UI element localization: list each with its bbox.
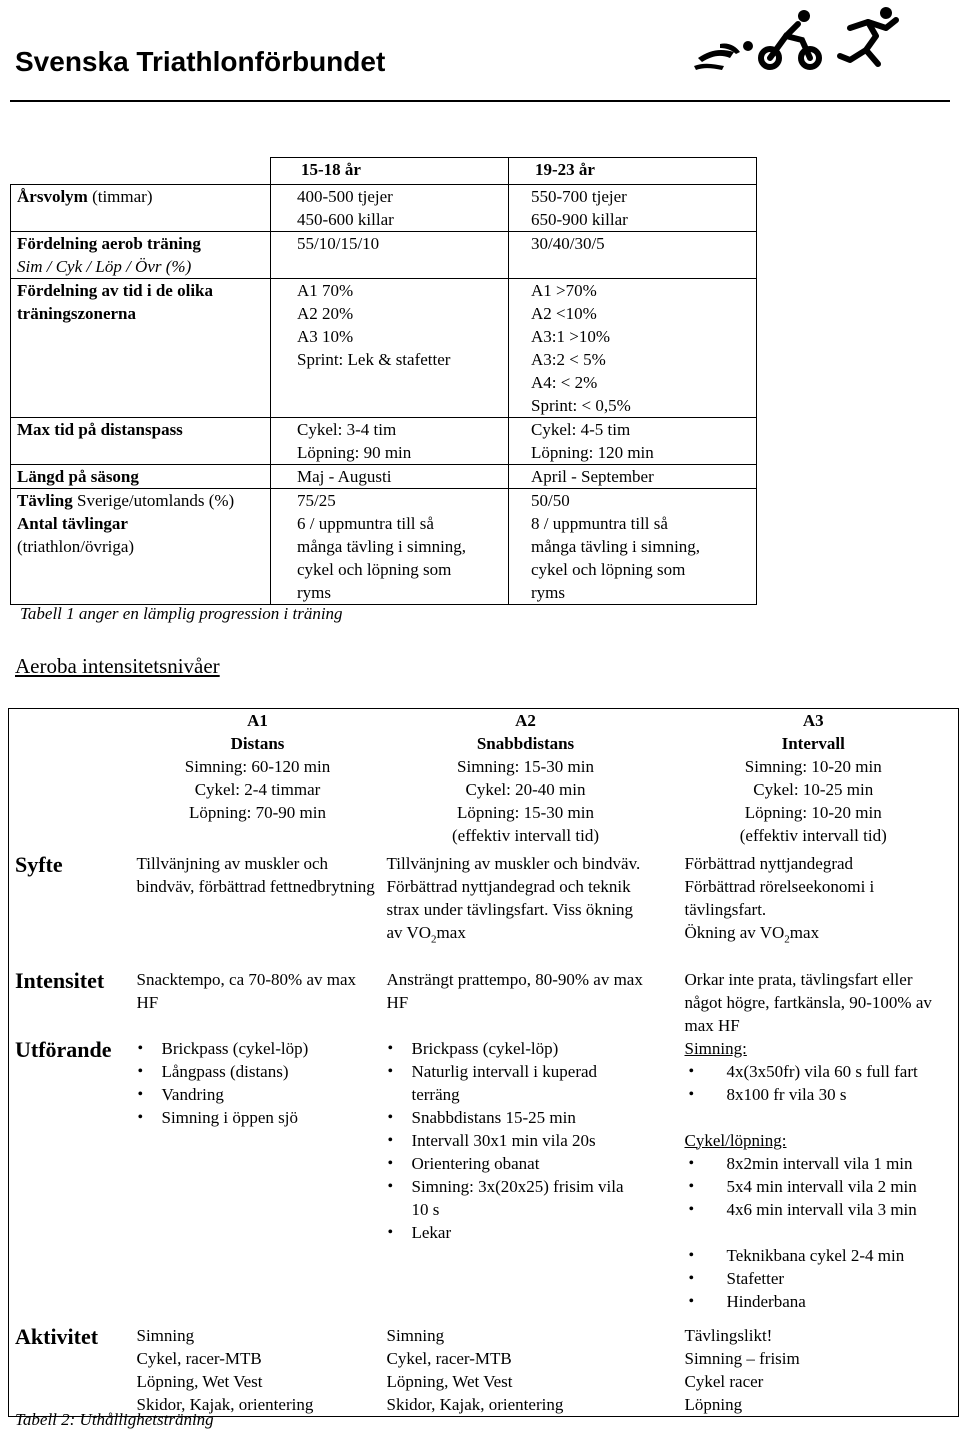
swimmer-icon	[694, 41, 753, 70]
cell-fordelning-aerob-15-18: 55/10/15/10	[271, 232, 509, 279]
cell-traningszoner-19-23: A1 >70% A2 <10% A3:1 >10% A3:2 < 5% A4: < 2% Sprint: < 0,5%	[509, 279, 757, 418]
syfte-a2: Tillvänjning av muskler och bindväv. Förbättrad nyttjandegrad och teknik strax under tävlingsfart. Viss ökning av $VO_2\max$	[386, 853, 641, 945]
list-item: • Orientering obanat	[387, 1152, 629, 1175]
list-item: • Hinderbana	[685, 1290, 959, 1313]
aktivitet-a3: Tävlingslikt! Simning – frisim Cykel racer Löpning	[684, 1325, 800, 1414]
column-a2: A2 Snabbdistans Simning: 15-30 min Cykel: 20-40 min Löpning: 15-30 min (effektiv intervall tid)	[452, 711, 599, 845]
row-label-syfte: Syfte	[15, 851, 63, 877]
cell-tavling-19-23: 50/50 8 / uppmuntra till så många tävling i simning, cykel och löpning som ryms	[509, 489, 757, 605]
progression-table	[10, 157, 758, 605]
aktivitet-a2: Simning Cykel, racer-MTB Löpning, Wet Vest Skidor, Kajak, orientering	[386, 1325, 564, 1414]
intensity-table	[8, 708, 959, 1417]
cyclist-icon	[761, 24, 819, 67]
row-label-traningszoner: Fördelning av tid i de olika träningszonerna	[11, 279, 271, 418]
utforande-a1-list	[137, 1037, 383, 1129]
cell-max-tid-19-23: Cykel: 4-5 tim Löpning: 120 min	[509, 418, 757, 465]
triathlon-logo	[690, 6, 905, 74]
utforande-a3	[669, 1037, 959, 1324]
row-label-aktivitet: Aktivitet	[15, 1323, 99, 1349]
list-item: • 4x(3x50fr) vila 60 s full fart	[685, 1060, 959, 1083]
syfte-a3: Förbättrad nyttjandegrad Förbättrad rörelseekonomi i tävlingsfart. Ökning av $VO_2\max$	[684, 853, 875, 945]
utforande-a1	[133, 1037, 383, 1324]
a3-cykel-lopning-heading: Cykel/löpning:	[684, 1130, 787, 1150]
intensitet-a1: Snacktempo, ca 70-80% av max HF	[136, 969, 357, 1012]
list-item: • Simning: 3x(20x25) frisim vila 10 s	[387, 1175, 629, 1221]
cell-arsvolym-19-23: 550-700 tjejer 650-900 killar	[509, 185, 757, 232]
header-19-23: 19-23 år	[509, 158, 757, 185]
cell-sasong-15-18: Maj - Augusti	[271, 465, 509, 489]
table2-caption: Tabell 2: Uthållighetsträning	[15, 1410, 214, 1429]
cyclist-head	[798, 10, 810, 22]
header-15-18: 15-18 år	[271, 158, 509, 185]
column-a1: A1 Distans Simning: 60-120 min Cykel: 2-4 timmar Löpning: 70-90 min	[184, 711, 331, 822]
runner-icon	[840, 20, 896, 64]
section-title: Aeroba intensitetsnivåer	[15, 654, 220, 678]
row-label-arsvolym: Årsvolym (timmar)	[11, 185, 271, 232]
a3-cykel-lopning-list	[685, 1152, 959, 1221]
table1-caption: Tabell 1 anger en lämplig progression i träning	[20, 604, 343, 623]
a3-simning-heading: Simning:	[684, 1038, 747, 1058]
list-item: • Naturlig intervall i kuperad terräng	[387, 1060, 629, 1106]
cell-tavling-15-18: 75/25 6 / uppmuntra till så många tävling i simning, cykel och löpning som ryms	[271, 489, 509, 605]
a3-simning-list	[685, 1060, 959, 1106]
cell-fordelning-aerob-19-23: 30/40/30/5	[509, 232, 757, 279]
intensitet-a2: Ansträngt prattempo, 80-90% av max HF	[386, 969, 643, 1012]
row-label-sasong: Längd på säsong	[11, 465, 271, 489]
cell-sasong-19-23: April - September	[509, 465, 757, 489]
aktivitet-a1: Simning Cykel, racer-MTB Löpning, Wet Vest Skidor, Kajak, orientering	[136, 1325, 314, 1414]
list-item: • Brickpass (cykel-löp)	[387, 1037, 629, 1060]
list-item: • 8x100 fr vila 30 s	[685, 1083, 959, 1106]
row-label-utforande: Utförande	[15, 1036, 112, 1062]
utforande-a2-list	[387, 1037, 629, 1244]
cell-traningszoner-15-18: A1 70% A2 20% A3 10% Sprint: Lek & stafetter	[271, 279, 509, 418]
header-rule	[10, 100, 950, 102]
list-item: • Lekar	[387, 1221, 629, 1244]
row-label-fordelning-aerob: Fördelning aerob träning Sim / Cyk / Löp / Övr (%)	[11, 232, 271, 279]
cell-arsvolym-15-18: 400-500 tjejer 450-600 killar	[271, 185, 509, 232]
list-item: • Stafetter	[685, 1267, 959, 1290]
list-item: • 8x2min intervall vila 1 min	[685, 1152, 959, 1175]
a3-ovrigt-list	[685, 1244, 959, 1313]
list-item: • Snabbdistans 15-25 min	[387, 1106, 629, 1129]
table1-corner	[11, 158, 271, 185]
intensitet-a3: Orkar inte prata, tävlingsfart eller något högre, fartkänsla, 90-100% av max HF	[684, 969, 932, 1035]
list-item: • Brickpass (cykel-löp)	[137, 1037, 383, 1060]
list-item: • Långpass (distans)	[137, 1060, 383, 1083]
list-item: • 5x4 min intervall vila 2 min	[685, 1175, 959, 1198]
list-item: • Teknikbana cykel 2-4 min	[685, 1244, 959, 1267]
utforande-a2	[383, 1037, 669, 1324]
list-item: • Intervall 30x1 min vila 20s	[387, 1129, 629, 1152]
table2-corner	[9, 709, 133, 852]
column-a3: A3 Intervall Simning: 10-20 min Cykel: 10-25 min Löpning: 10-20 min (effektiv intervall tid)	[739, 711, 887, 845]
row-label-tavling: Tävling Sverige/utomlands (%) Antal tävlingar (triathlon/övriga)	[11, 489, 271, 605]
document-title: Svenska Triathlonförbundet	[15, 46, 386, 77]
runner-head	[880, 7, 892, 19]
list-item: • Simning i öppen sjö	[137, 1106, 383, 1129]
list-item: • Vandring	[137, 1083, 383, 1106]
list-item: • 4x6 min intervall vila 3 min	[685, 1198, 959, 1221]
row-label-intensitet: Intensitet	[15, 967, 105, 993]
row-label-max-tid: Max tid på distanspass	[11, 418, 271, 465]
syfte-a1: Tillvänjning av muskler och bindväv, förbättrad fettnedbrytning	[136, 853, 375, 896]
cell-max-tid-15-18: Cykel: 3-4 tim Löpning: 90 min	[271, 418, 509, 465]
